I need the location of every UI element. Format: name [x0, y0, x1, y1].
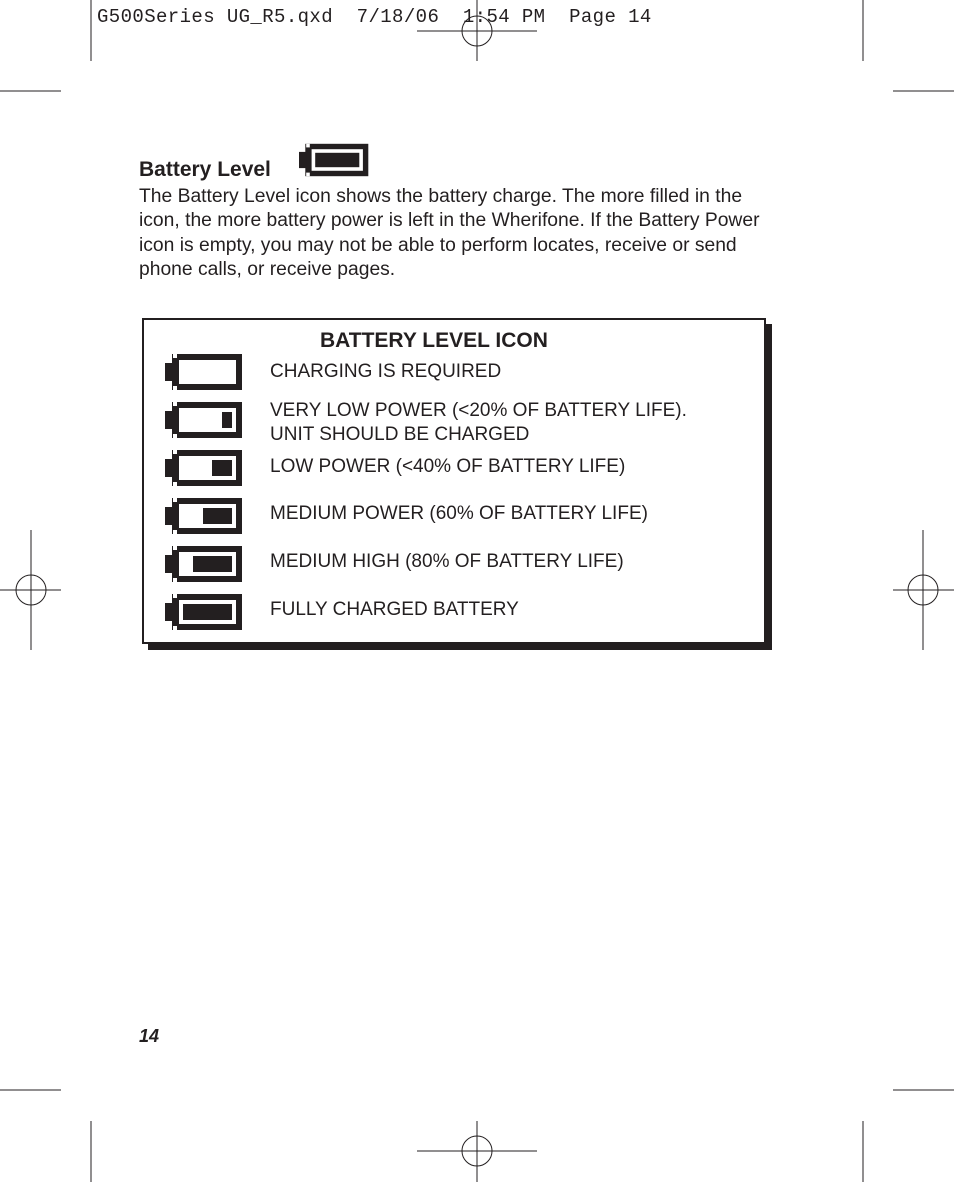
page-number: 14 — [139, 1026, 160, 1046]
registration-mark-left — [0, 530, 61, 650]
legend-item-description — [270, 502, 648, 526]
battery-very-low-icon — [165, 398, 245, 442]
battery-full-icon — [299, 140, 371, 180]
legend-item-description — [270, 550, 624, 574]
battery-empty-icon — [165, 350, 245, 394]
section-heading: Battery Level — [139, 158, 271, 181]
legend-item-line1: MEDIUM POWER (60% OF BATTERY LIFE) — [270, 503, 648, 524]
battery-medium-icon — [165, 494, 245, 538]
legend-item-description — [270, 455, 625, 479]
legend-item-line1: VERY LOW POWER (<20% OF BATTERY LIFE). — [270, 400, 687, 421]
battery-low-icon — [165, 446, 245, 490]
legend-title: BATTERY LEVEL ICON — [320, 329, 548, 352]
printer-slug-line: G500Series UG_R5.qxd 7/18/06 1:54 PM Page 14 — [97, 6, 652, 28]
registration-mark-top — [417, 0, 537, 61]
registration-mark-right — [893, 530, 954, 650]
legend-item-line1: LOW POWER (<40% OF BATTERY LIFE) — [270, 456, 626, 477]
legend-item-line1: CHARGING IS REQUIRED — [270, 361, 502, 382]
legend-item-line1: MEDIUM HIGH (80% OF BATTERY LIFE) — [270, 551, 624, 572]
legend-item-description — [270, 598, 519, 622]
legend-item-description — [270, 399, 687, 447]
battery-medium-high-icon — [165, 542, 245, 586]
registration-mark-bottom — [417, 1121, 537, 1182]
section-paragraph: The Battery Level icon shows the battery charge. The more filled in the icon, the more battery power is left in the Wherifone. If the Battery Power icon is empty, you may not be able to perform locates, receive or send phone calls, or receive pages. — [139, 186, 760, 281]
legend-item-line2: UNIT SHOULD BE CHARGED — [270, 424, 530, 445]
legend-item-line1: FULLY CHARGED BATTERY — [270, 599, 519, 620]
battery-full-icon — [165, 590, 245, 634]
legend-item-description — [270, 360, 501, 384]
